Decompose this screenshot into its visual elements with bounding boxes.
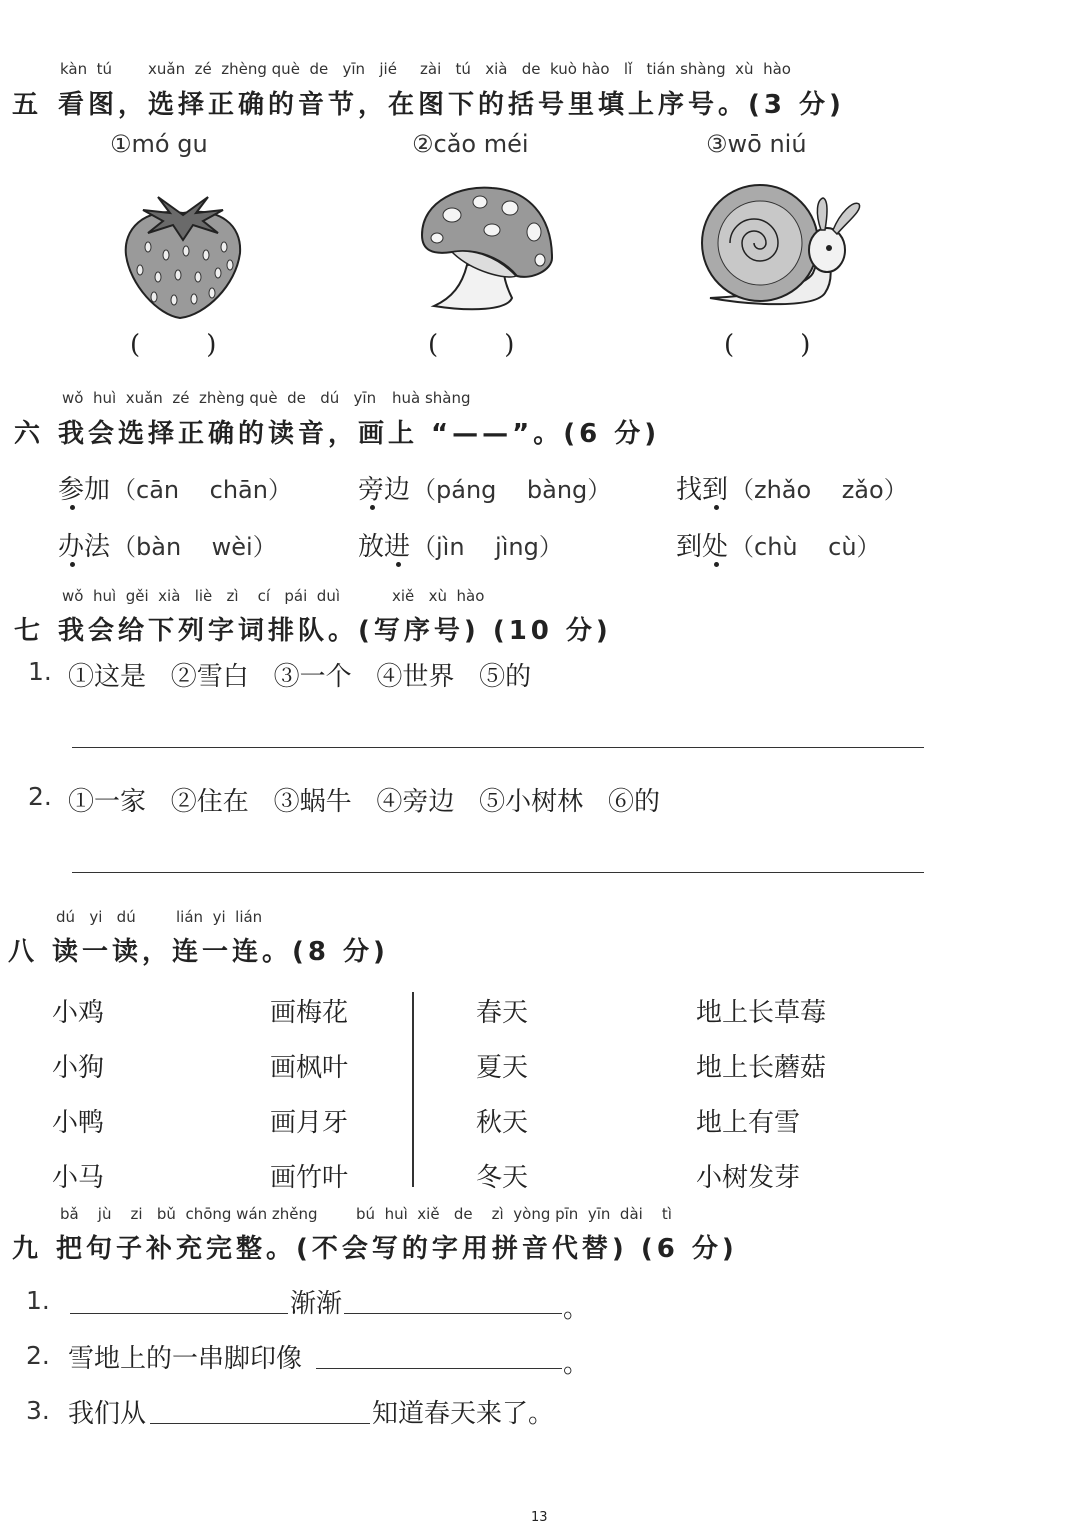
s8-pinyin-b: lián yi lián	[176, 908, 263, 926]
s5-number: 五	[12, 90, 39, 120]
s6-number: 六	[14, 419, 41, 449]
s6-options-1[interactable]: （cān chān）	[112, 476, 292, 504]
s8-col2-item-4[interactable]: 画竹叶	[270, 1163, 349, 1193]
s8-col4-item-3[interactable]: 地上有雪	[696, 1108, 801, 1138]
s8-col3-item-3[interactable]: 秋天	[476, 1108, 529, 1138]
strawberry-image	[118, 185, 248, 325]
s8-col2-item-3[interactable]: 画月牙	[270, 1108, 349, 1138]
s7-q2-items: ①一家 ②住在 ③蜗牛 ④旁边 ⑤小树林 ⑥的	[68, 787, 660, 817]
s6-options-2[interactable]: （páng bàng）	[412, 476, 612, 504]
s6-options-6[interactable]: （chù cù）	[730, 533, 881, 561]
s8-col4-item-1[interactable]: 地上长草莓	[696, 998, 827, 1028]
s6-options-3[interactable]: （zhǎo zǎo）	[730, 476, 908, 504]
emphasis-dot	[70, 505, 75, 510]
s9-q1-number: 1.	[26, 1286, 50, 1315]
s5-pinyin-b: xuǎn zé zhèng què de yīn jié	[148, 60, 397, 78]
s7-q1-answer-line[interactable]	[72, 747, 924, 748]
s8-col1-item-1[interactable]: 小鸡	[52, 998, 105, 1028]
s6-options-5[interactable]: （jìn jìng）	[412, 533, 563, 561]
s9-q3-number: 3.	[26, 1396, 50, 1425]
s6-pinyin-b: huà shàng	[392, 389, 471, 407]
s9-q1-blank-2[interactable]	[344, 1313, 562, 1314]
s9-q2-start: 雪地上的一串脚印像	[68, 1344, 303, 1374]
s9-q1-blank-1[interactable]	[70, 1313, 288, 1314]
s7-q2-number: 2.	[28, 782, 52, 811]
s8-title: 读一读，连一连。(8 分)	[52, 937, 389, 967]
s8-col3-item-4[interactable]: 冬天	[476, 1163, 529, 1193]
s9-pinyin-b: bú huì xiě de zì yòng pīn yīn dài tì	[356, 1205, 672, 1223]
s8-col4-item-2[interactable]: 地上长蘑菇	[696, 1053, 827, 1083]
s8-col1-item-4[interactable]: 小马	[52, 1163, 105, 1193]
s6-word-4: 办法	[58, 532, 111, 562]
emphasis-dot	[714, 505, 719, 510]
s7-pinyin-b: xiě xù hào	[392, 587, 485, 605]
s6-word-1: 参加	[58, 475, 111, 505]
s8-col3-item-2[interactable]: 夏天	[476, 1053, 529, 1083]
s6-pinyin-a: wǒ huì xuǎn zé zhèng què de dú yīn	[62, 389, 377, 407]
s9-q3-blank[interactable]	[150, 1423, 370, 1424]
s8-pinyin-a: dú yi dú	[56, 908, 136, 926]
emphasis-dot	[70, 562, 75, 567]
s5-blank-3[interactable]: ( )	[724, 330, 811, 360]
s5-pinyin-c: zài tú xià de kuò hào lǐ tián shàng xù hào	[420, 60, 791, 78]
s8-number: 八	[8, 937, 35, 967]
s5-option-2: ②cǎo méi	[412, 130, 529, 158]
s8-col4-item-4[interactable]: 小树发芽	[696, 1163, 801, 1193]
s5-pinyin-a: kàn tú	[60, 60, 113, 78]
s9-pinyin-a: bǎ jù zi bǔ chōng wán zhěng	[60, 1205, 318, 1223]
s9-number: 九	[12, 1234, 39, 1264]
s7-q1-number: 1.	[28, 657, 52, 686]
column-divider	[412, 992, 414, 1187]
s9-q2-blank[interactable]	[316, 1368, 562, 1369]
page-number: 13	[531, 1510, 548, 1525]
s5-title: 看图，选择正确的音节，在图下的括号里填上序号。(3 分)	[58, 90, 845, 120]
s6-word-3: 找到	[676, 475, 729, 505]
snail-image	[695, 178, 870, 313]
emphasis-dot	[370, 505, 375, 510]
s7-q1-items: ①这是 ②雪白 ③一个 ④世界 ⑤的	[68, 662, 532, 692]
s8-col1-item-2[interactable]: 小狗	[52, 1053, 105, 1083]
s9-q1-mid: 渐渐	[290, 1289, 343, 1319]
s5-option-3: ③wō niú	[706, 130, 807, 158]
emphasis-dot	[714, 562, 719, 567]
s6-options-4[interactable]: （bàn wèi）	[112, 533, 277, 561]
s9-q3-start: 我们从	[68, 1399, 147, 1429]
s5-option-1: ①mó gu	[110, 130, 208, 158]
mushroom-image	[412, 180, 562, 315]
emphasis-dot	[396, 562, 401, 567]
s9-q2-number: 2.	[26, 1341, 50, 1370]
s5-blank-2[interactable]: ( )	[428, 330, 515, 360]
s6-title: 我会选择正确的读音，画上 “——”。(6 分)	[58, 419, 661, 449]
s7-title: 我会给下列字词排队。(写序号) (10 分)	[58, 616, 612, 646]
s9-q1-end: 。	[563, 1294, 590, 1324]
s8-col3-item-1[interactable]: 春天	[476, 998, 529, 1028]
s6-word-5: 放进	[358, 532, 411, 562]
s8-col2-item-2[interactable]: 画枫叶	[270, 1053, 349, 1083]
s7-q2-answer-line[interactable]	[72, 872, 924, 873]
s8-col1-item-3[interactable]: 小鸭	[52, 1108, 105, 1138]
s8-col2-item-1[interactable]: 画梅花	[270, 998, 349, 1028]
s6-word-2: 旁边	[358, 475, 411, 505]
s6-word-6: 到处	[676, 532, 729, 562]
s9-q2-end: 。	[563, 1349, 590, 1379]
s9-q3-end: 知道春天来了。	[372, 1399, 555, 1429]
s5-blank-1[interactable]: ( )	[130, 330, 217, 360]
s9-title: 把句子补充完整。(不会写的字用拼音代替) (6 分)	[56, 1234, 738, 1264]
s7-pinyin-a: wǒ huì gěi xià liè zì cí pái duì	[62, 587, 341, 605]
s7-number: 七	[14, 616, 41, 646]
